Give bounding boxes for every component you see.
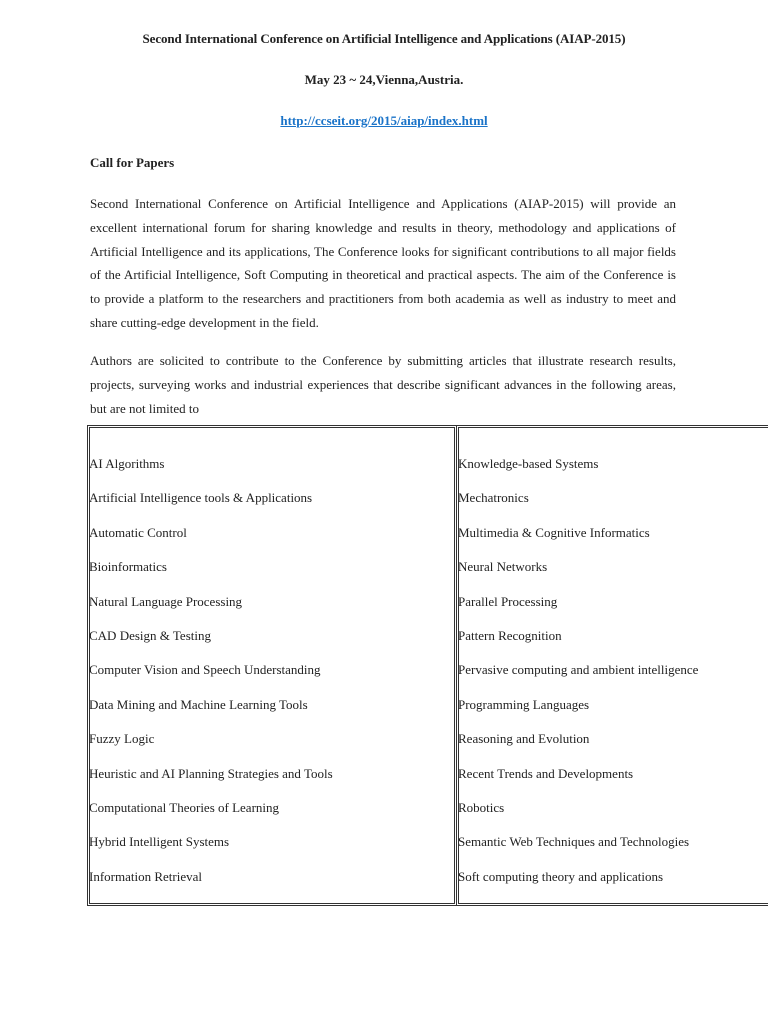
conference-url-link[interactable]: http://ccseit.org/2015/aiap/index.html	[280, 113, 488, 128]
topics-column-left	[87, 425, 457, 906]
topic-item: Knowledge-based Systems	[458, 456, 599, 471]
topic-item: Multimedia & Cognitive Informatics	[458, 524, 650, 540]
topic-item: Computational Theories of Learning	[89, 799, 280, 815]
solicitation-paragraph: Authors are solicited to contribute to the Conference by submitting articles that illustrate research results, projects, surveying works and industrial experiences that describe significant advances in the following areas, but are not limited to	[90, 353, 676, 416]
section-heading: Call for Papers	[90, 155, 175, 170]
topic-item: CAD Design & Testing	[89, 627, 211, 643]
topic-item: Pervasive computing and ambient intelligence	[458, 662, 699, 678]
topics-column-right	[456, 425, 768, 906]
topic-item: Artificial Intelligence tools & Applications	[89, 490, 313, 506]
topic-item: Pattern Recognition	[458, 627, 562, 643]
topic-item: Computer Vision and Speech Understanding	[89, 662, 321, 678]
topic-item: Hybrid Intelligent Systems	[89, 834, 230, 850]
topic-item: AI Algorithms	[89, 456, 165, 471]
topic-item: Robotics	[458, 799, 505, 815]
intro-paragraph: Second International Conference on Artificial Intelligence and Applications (AIAP-2015) will provide an excellent international forum for sharing knowledge and results in theory, methodology and applications of Artificial Intelligence and its applications, The Conference looks for significant contributions to all major fields of the Artificial Intelligence, Soft Computing in theoretical and practical aspects. The aim of the Conference is to provide a platform to the researchers and practitioners from both academia as well as industry to meet and share cutting-edge development in the field.	[90, 196, 676, 330]
topic-item: Parallel Processing	[458, 593, 558, 609]
topics-list-left	[89, 452, 333, 899]
topics-table	[87, 425, 768, 906]
conference-dateline: May 23 ~ 24,Vienna,Austria.	[304, 72, 464, 87]
topic-item: Neural Networks	[458, 559, 548, 575]
topic-item: Automatic Control	[89, 524, 187, 540]
topic-item: Reasoning and Evolution	[458, 731, 590, 747]
topic-item: Fuzzy Logic	[89, 731, 155, 747]
topic-item: Bioinformatics	[89, 559, 167, 575]
topic-item: Natural Language Processing	[89, 593, 243, 609]
topic-item: Mechatronics	[458, 490, 529, 506]
conference-title: Second International Conference on Artificial Intelligence and Applications (AIAP-2015)	[142, 31, 626, 46]
url-line	[0, 113, 768, 129]
topic-item: Semantic Web Techniques and Technologies	[458, 834, 690, 850]
topic-item: Soft computing theory and applications	[458, 868, 664, 884]
topic-item: Heuristic and AI Planning Strategies and Tools	[89, 765, 333, 781]
topic-item: Information Retrieval	[89, 868, 202, 884]
topics-list-right	[458, 452, 698, 899]
topic-item: Recent Trends and Developments	[458, 765, 634, 781]
topic-item: Programming Languages	[458, 696, 590, 712]
topic-item: Data Mining and Machine Learning Tools	[89, 696, 308, 712]
